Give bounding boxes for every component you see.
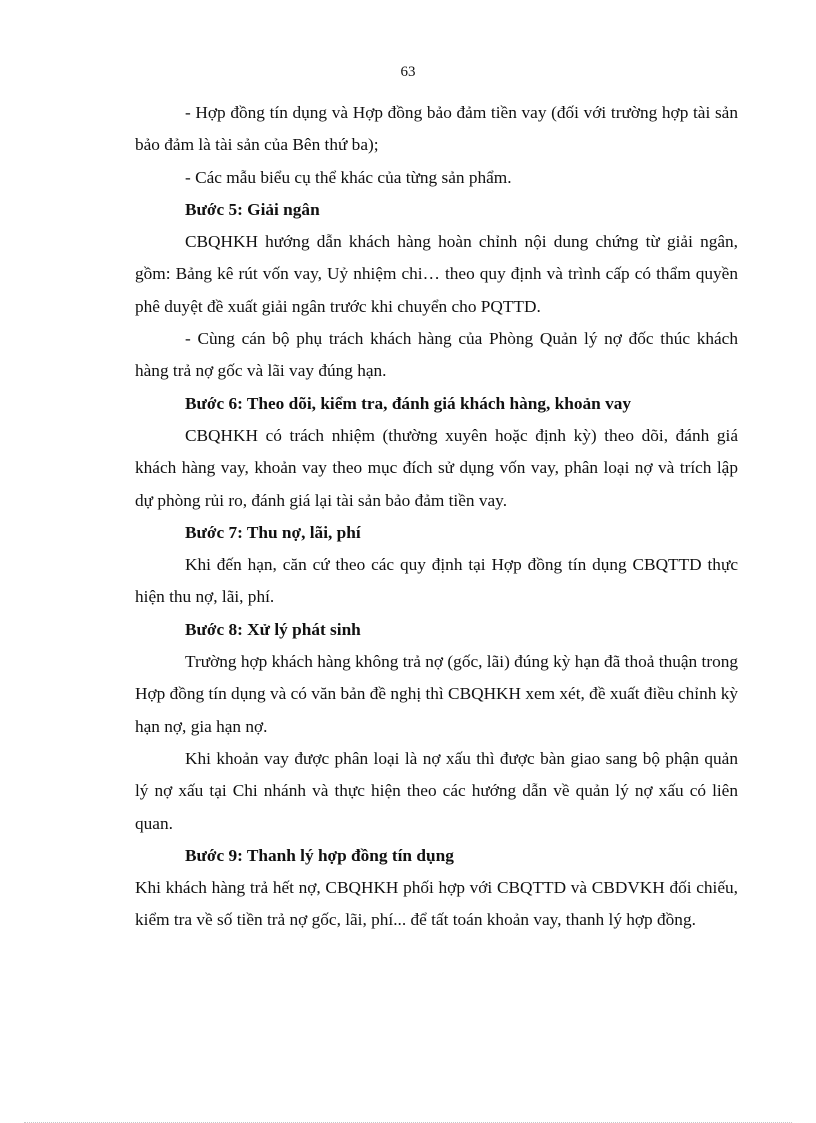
paragraph-step-7-body: Khi đến hạn, căn cứ theo các quy định tại Hợp đồng tín dụng CBQTTD thực hiện thu nợ, lãi, phí. [135,555,738,607]
paragraph-step-5-list-item: - Cùng cán bộ phụ trách khách hàng của Phòng Quản lý nợ đốc thúc khách hàng trả nợ gốc và lãi vay đúng hạn. [135,329,738,381]
paragraph-contract-list-item: - Hợp đồng tín dụng và Hợp đồng bảo đảm tiền vay (đối với trường hợp tài sản bảo đảm là tài sản của Bên thứ ba); [135,103,738,155]
paragraph-step-9-body: Khi khách hàng trả hết nợ, CBQHKH phối hợp với CBQTTD và CBDVKH đối chiếu, kiểm tra về số tiền trả nợ gốc, lãi, phí... để tất toán khoản vay, thanh lý hợp đồng. [135,878,738,930]
paragraph-step-8-bad-debt: Khi khoản vay được phân loại là nợ xấu thì được bàn giao sang bộ phận quản lý nợ xấu tại Chi nhánh và thực hiện theo các hướng dẫn về quản lý nợ xấu có liên quan. [135,748,738,833]
heading-step-9: Bước 9: Thanh lý hợp đồng tín dụng [185,845,454,865]
heading-step-8: Bước 8: Xử lý phát sinh [185,619,361,639]
document-body [135,97,738,937]
paragraph-step-8-body: Trường hợp khách hàng không trả nợ (gốc, lãi) đúng kỳ hạn đã thoả thuận trong Hợp đồng tín dụng và có văn bản đề nghị thì CBQHKH xem xét, đề xuất điều chỉnh kỳ hạn nợ, gia hạn nợ. [135,652,738,736]
heading-step-7: Bước 7: Thu nợ, lãi, phí [185,522,361,542]
page-number: 63 [400,64,416,80]
paragraph-forms-list-item: - Các mẫu biểu cụ thể khác của từng sản phẩm. [185,167,512,187]
paragraph-step-6-body: CBQHKH có trách nhiệm (thường xuyên hoặc định kỳ) theo dõi, đánh giá khách hàng vay, khoản vay theo mục đích sử dụng vốn vay, phân loại nợ và trích lập dự phòng rủi ro, đánh giá lại tài sản bảo đảm tiền vay. [135,425,738,510]
heading-step-5: Bước 5: Giải ngân [185,199,320,219]
heading-step-6: Bước 6: Theo dõi, kiểm tra, đánh giá khách hàng, khoản vay [185,393,631,413]
paragraph-step-5-body: CBQHKH hướng dẫn khách hàng hoàn chỉnh nội dung chứng từ giải ngân, gồm: Bảng kê rút vốn vay, Uỷ nhiệm chi… theo quy định và trình cấp có thẩm quyền phê duyệt đề xuất giải ngân trước khi chuyển cho PQTTD. [135,232,738,316]
